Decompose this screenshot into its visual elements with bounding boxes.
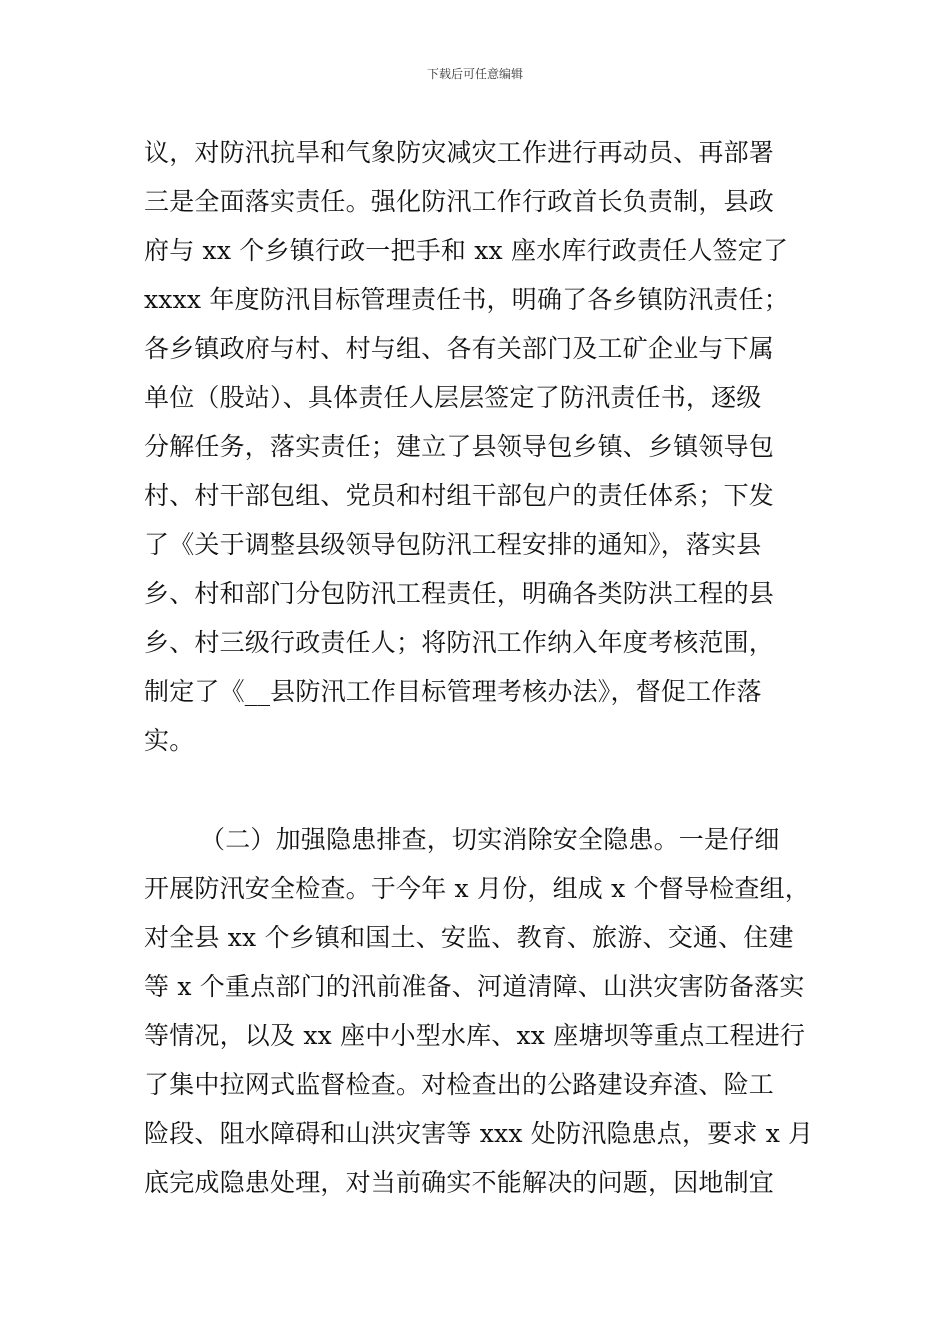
text-line: 分解任务，落实责任；建立了县领导包乡镇、乡镇领导包: [144, 432, 775, 461]
text-line: 了集中拉网式监督检查。对检查出的公路建设弃渣、险工: [144, 1070, 775, 1099]
text-line: 三是全面落实责任。强化防汛工作行政首长负责制，县政: [144, 187, 775, 216]
text-line: 了《关于调整县级领导包防汛工程安排的通知》，落实县: [144, 530, 762, 559]
document-body: [144, 128, 814, 1207]
text-line: 等情况，以及 xx 座中小型水库、xx 座塘坝等重点工程进行: [144, 1021, 806, 1050]
text-line: 各乡镇政府与村、村与组、各有关部门及工矿企业与下属: [144, 334, 775, 363]
text-line: 等 x 个重点部门的汛前准备、河道清障、山洪灾害防备落实: [144, 972, 805, 1001]
text-line: 乡、村三级行政责任人；将防汛工作纳入年度考核范围，: [144, 628, 775, 657]
text-line: 险段、阻水障碍和山洪灾害等 xxx 处防汛隐患点，要求 x 月: [144, 1119, 814, 1148]
paragraph-responsibility: [144, 128, 810, 765]
text-line: xxxx 年度防汛目标管理责任书，明确了各乡镇防汛责任；: [144, 285, 789, 314]
text-line: 开展防汛安全检查。于今年 x 月份，组成 x 个督导检查组，: [144, 874, 810, 903]
text-line: 村、村干部包组、党员和村组干部包户的责任体系；下发: [144, 481, 775, 510]
text-line: 实。: [144, 726, 195, 755]
text-line: 府与 xx 个乡镇行政一把手和 xx 座水库行政责任人签定了: [144, 236, 789, 265]
page-header-note: 下载后可任意编辑: [426, 67, 523, 81]
text-line-first: （二）加强隐患排查，切实消除安全隐患。一是仔细: [200, 825, 780, 854]
text-line: 底完成隐患处理，对当前确实不能解决的问题，因地制宜: [144, 1168, 775, 1197]
paragraph-gap: [144, 765, 810, 815]
text-line: 单位（股站）、具体责任人层层签定了防汛责任书，逐级: [144, 383, 762, 412]
text-line: 制定了《__县防汛工作目标管理考核办法》，督促工作落: [144, 677, 762, 706]
paragraph-hazard-inspection: [144, 815, 814, 1207]
text-line: 乡、村和部门分包防汛工程责任，明确各类防洪工程的县: [144, 579, 775, 608]
text-line: 对全县 xx 个乡镇和国土、安监、教育、旅游、交通、住建: [144, 923, 794, 952]
text-line: 议，对防汛抗旱和气象防灾减灾工作进行再动员、再部署: [144, 138, 775, 167]
